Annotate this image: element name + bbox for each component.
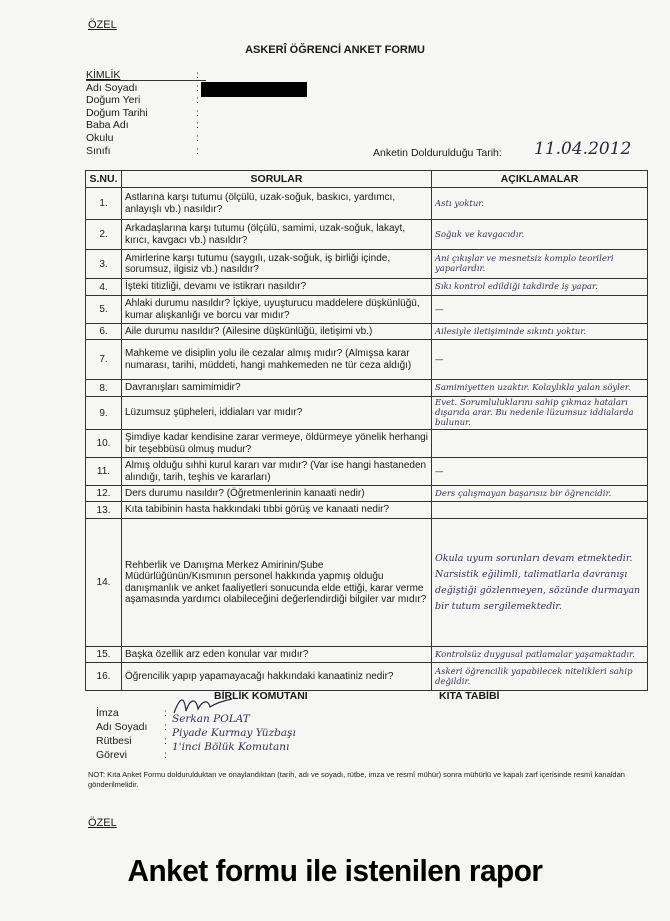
signature-label: Rütbesi [96, 735, 132, 747]
table-row [86, 458, 648, 486]
row-question: Ders durumu nasıldır? (Öğretmenlerinin kanaati nedir) [122, 486, 432, 502]
row-question: Arkadaşlarına karşı tutumu (ölçülü, samimi, uzak-soğuk, lakayt, kırıcı, kavgacı vb.) nasıldır? [122, 220, 432, 250]
table-row [86, 380, 648, 397]
row-number: 9. [86, 397, 122, 430]
row-answer: — [432, 296, 648, 324]
date-value: 11.04.2012 [534, 139, 632, 159]
row-number: 4. [86, 279, 122, 296]
table-row [86, 519, 648, 647]
row-number: 1. [86, 188, 122, 220]
row-number: 10. [86, 430, 122, 458]
header-questions: SORULAR [122, 171, 432, 188]
table-header-row [86, 171, 648, 188]
signature-duty: 1'inci Bölük Komutanı [172, 741, 290, 753]
row-question: Astlarına karşı tutumu (ölçülü, uzak-soğuk, baskıcı, yardımcı, anlayışlı vb.) nasıldır? [122, 188, 432, 220]
identity-labels [86, 69, 206, 157]
signature-rank: Piyade Kurmay Yüzbaşı [172, 727, 296, 739]
table-row [86, 502, 648, 519]
row-answer: Kontrolsüz duygusal patlamalar yaşamaktadır. [432, 647, 648, 663]
table-row [86, 220, 648, 250]
row-question: Lüzumsuz şüpheleri, iddiaları var mıdır? [122, 397, 432, 430]
row-question: Öğrencilik yapıp yapamayacağı hakkındaki kanaatiniz nedir? [122, 663, 432, 691]
row-question: Mahkeme ve disiplin yolu ile cezalar almış mıdır? (Almışsa karar numarası, tarihi, müddeti, hangi mahkemeden ne tür ceza aldığı) [122, 340, 432, 380]
row-answer: Evet. Sorumluluklarını sahip çıkmaz hataları dışarıda arar. Bu nedenle lüzumsuz iddialarda bulunur. [432, 397, 648, 430]
header-answers: AÇIKLAMALAR [432, 171, 648, 188]
row-number: 5. [86, 296, 122, 324]
table-row [86, 250, 648, 279]
row-answer [432, 430, 648, 458]
row-answer: Askeri öğrencilik yapabilecek nitelikleri sahip değildir. [432, 663, 648, 691]
row-number: 15. [86, 647, 122, 663]
signature-label: Adı Soyadı [96, 721, 148, 733]
identity-field: Baba Adı [86, 119, 129, 132]
row-answer: Ani çıkışlar ve mesnetsiz komplo teorileri yaparlardır. [432, 250, 648, 279]
form-title: ASKERÎ ÖĞRENCİ ANKET FORMU [245, 44, 425, 56]
table-row [86, 430, 648, 458]
image-caption: Anket formu ile istenilen rapor [127, 853, 543, 888]
header-no: S.NU. [86, 171, 122, 188]
row-question: Ahlaki durumu nasıldır? İçkiye, uyuşturucu maddelere düşkünlüğü, kumar alışkanlığı ve borcu var mıdır? [122, 296, 432, 324]
date-label: Anketin Doldurulduğu Tarih: [373, 147, 502, 159]
redaction-bar [201, 82, 307, 97]
row-answer: Sıkı kontrol edildiği takdirde iş yapar. [432, 279, 648, 296]
table-row [86, 397, 648, 430]
signature-colons: : : : : [164, 707, 167, 761]
row-answer: Okula uyum sorunları devam etmektedir. Narsistik eğilimli, talimatlarla davranışı değiştiği gözlenmeyen, sözünde durmayan bir tutum sergilemektedir. [432, 519, 648, 647]
row-answer: — [432, 340, 648, 380]
row-answer: Ailesiyle iletişiminde sıkıntı yoktur. [432, 324, 648, 340]
row-question: Davranışları samimimidir? [122, 380, 432, 397]
row-answer: Soğuk ve kavgacıdır. [432, 220, 648, 250]
footnote: NOT: Kıta Anket Formu doldurulduktan ve onaylandıktan (tarih, adı ve soyadı, rütbe, imza ve resmî mühür) sonra mühürlü ve kapalı zarf içerisinde resmî kanaldan gönderilmelidir. [88, 770, 625, 789]
identity-field: Adı Soyadı [86, 81, 138, 94]
classification-top: ÖZEL [88, 19, 117, 31]
table-row [86, 647, 648, 663]
table-row [86, 486, 648, 502]
row-number: 12. [86, 486, 122, 502]
row-number: 14. [86, 519, 122, 647]
identity-heading: KİMLİK [86, 69, 121, 81]
row-answer: Astı yoktur. [432, 188, 648, 220]
row-number: 2. [86, 220, 122, 250]
row-question: İşteki titizliği, devamı ve istikrarı nasıldır? [122, 279, 432, 296]
row-answer: — [432, 458, 648, 486]
unit-doctor-heading: KITA TABİBİ [439, 690, 500, 702]
table-row [86, 340, 648, 380]
signature-values [172, 712, 296, 754]
row-question: Kıta tabibinin hasta hakkındaki tıbbi görüş ve kanaati nedir? [122, 502, 432, 519]
survey-table [85, 170, 648, 691]
identity-field: Okulu [86, 131, 114, 144]
row-answer: Samimiyetten uzaktır. Kolaylıkla yalan söyler. [432, 380, 648, 397]
row-question: Aile durumu nasıldır? (Ailesine düşkünlüğü, iletişimi vb.) [122, 324, 432, 340]
row-question: Şimdiye kadar kendisine zarar vermeye, öldürmeye yönelik herhangi bir teşebbüsü olmuş mudur? [122, 430, 432, 458]
table-row [86, 279, 648, 296]
row-number: 3. [86, 250, 122, 279]
identity-colons: : : : : : : : [196, 69, 199, 157]
identity-field: Sınıfı [86, 144, 111, 157]
identity-field: Doğum Tarihi [86, 106, 148, 119]
classification-bottom: ÖZEL [88, 817, 117, 829]
row-number: 11. [86, 458, 122, 486]
unit-commander-heading: BİRLİK KOMUTANI [214, 690, 308, 702]
signature-label: İmza [96, 707, 119, 719]
row-question: Başka özellik arz eden konular var mıdır? [122, 647, 432, 663]
row-number: 13. [86, 502, 122, 519]
row-answer: Ders çalışmayan başarısız bir öğrencidir. [432, 486, 648, 502]
identity-underline [86, 80, 206, 81]
identity-field: Doğum Yeri [86, 94, 141, 107]
row-number: 16. [86, 663, 122, 691]
row-question: Rehberlik ve Danışma Merkez Amirinin/Şube Müdürlüğünün/Kısmının personel hakkında yapmış olduğu danışmanlık ve anket faaliyetleri sonucunda elde ettiği, karar verme aşamasında yardımcı olabileceğini değerlendirdiği bilgiler var mıdır? [122, 519, 432, 647]
signature-name: Serkan POLAT [172, 713, 250, 725]
row-answer [432, 502, 648, 519]
table-row [86, 296, 648, 324]
table-row [86, 663, 648, 691]
row-question: Almış olduğu sıhhi kurul kararı var mıdır? (Var ise hangi hastaneden alındığı, tarih, teşhis ve kararları) [122, 458, 432, 486]
row-question: Amirlerine karşı tutumu (saygılı, uzak-soğuk, iş birliği içinde, sorumsuz, ilgisiz vb.) nasıldır? [122, 250, 432, 279]
row-number: 8. [86, 380, 122, 397]
table-row [86, 188, 648, 220]
signature-label: Görevi [96, 749, 127, 761]
table-row [86, 324, 648, 340]
row-number: 7. [86, 340, 122, 380]
signature-labels [96, 706, 147, 762]
row-number: 6. [86, 324, 122, 340]
